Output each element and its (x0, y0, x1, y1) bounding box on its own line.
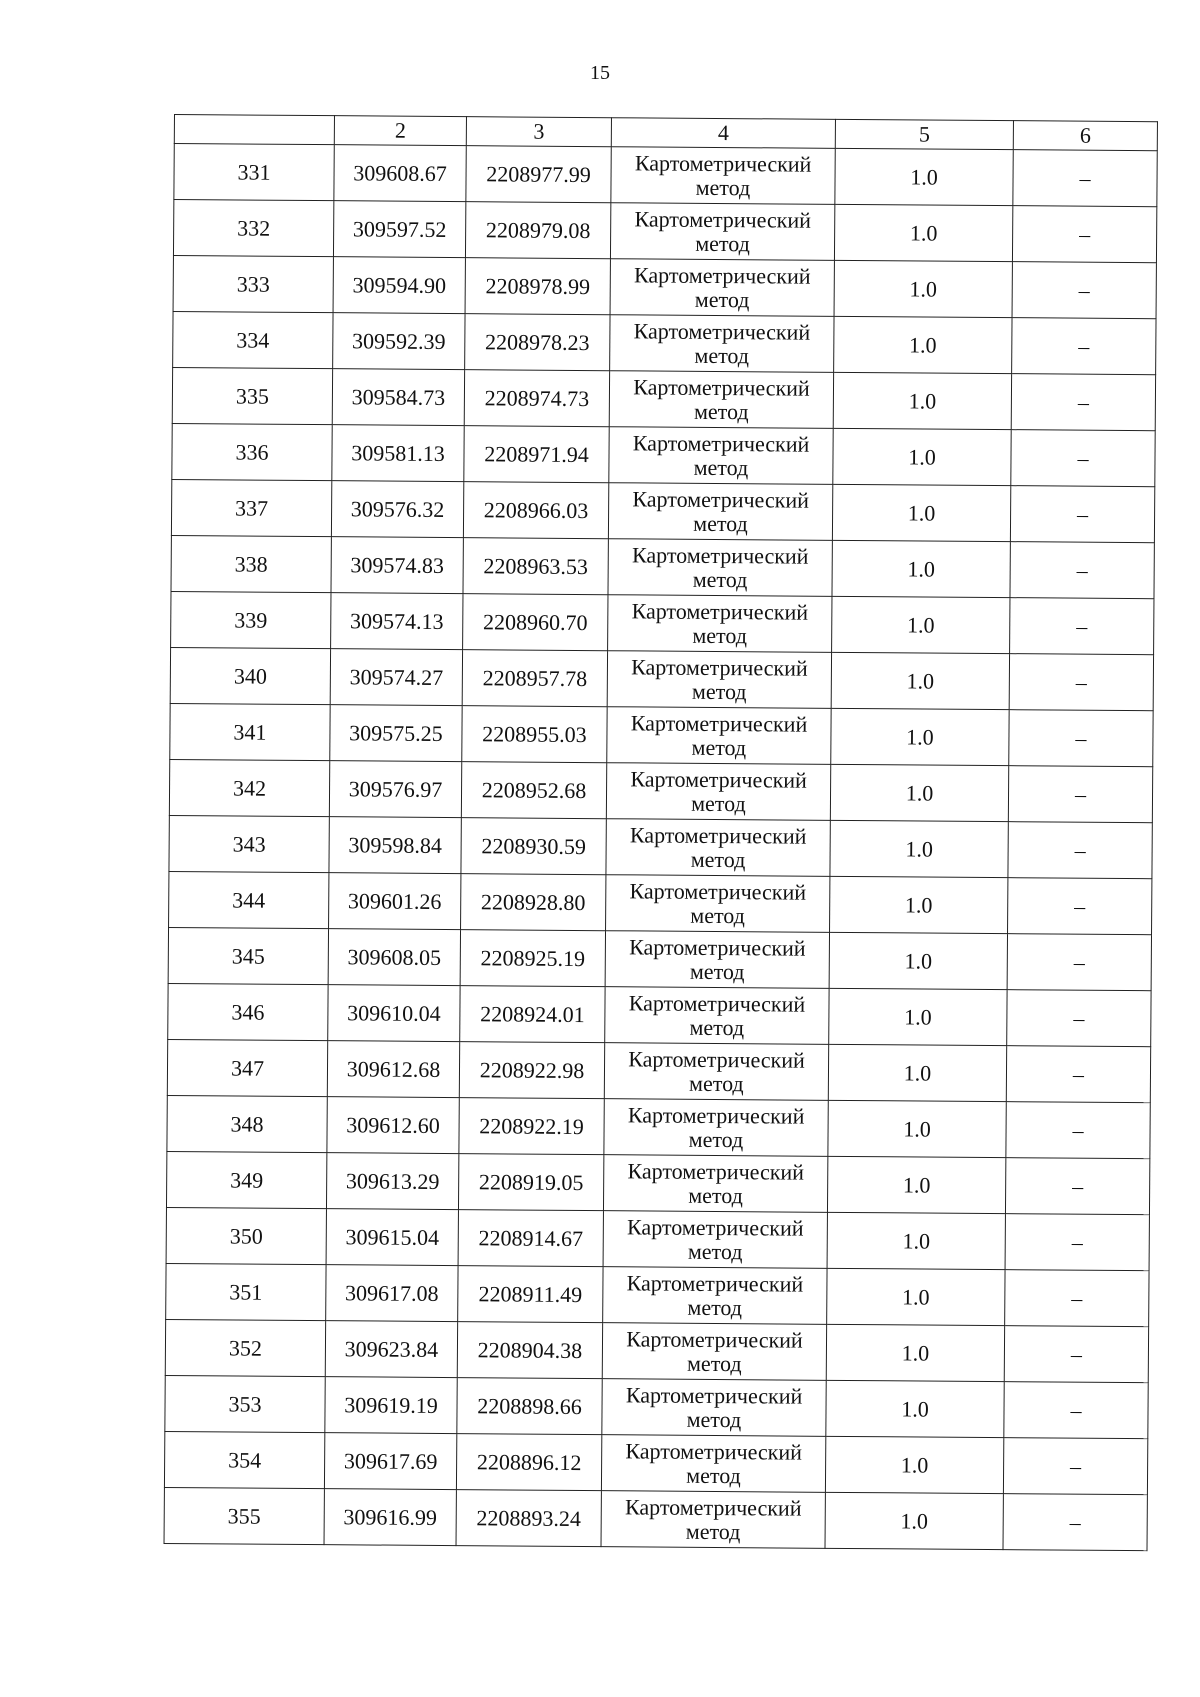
header-cell-3: 3 (466, 117, 611, 147)
point-number-cell: 346 (168, 983, 328, 1040)
method-line-1: Картометрический (627, 1157, 805, 1185)
method-line-2: метод (688, 1182, 743, 1208)
point-number-cell: 350 (166, 1207, 326, 1264)
method-line-2: метод (693, 398, 749, 424)
y-coordinate-cell: 2208925.19 (460, 930, 605, 987)
method-line-1: Картометрический (634, 149, 812, 177)
x-coordinate-cell: 309592.39 (333, 313, 465, 370)
method-cell (604, 1043, 828, 1101)
method-cell (610, 259, 834, 317)
method-line-2: метод (694, 342, 750, 368)
point-number-cell: 341 (170, 703, 330, 760)
note-cell: – (1003, 1494, 1147, 1551)
method-line-1: Картометрический (630, 709, 808, 737)
x-coordinate-cell: 309584.73 (332, 369, 464, 426)
y-coordinate-cell: 2208974.73 (464, 370, 609, 427)
y-coordinate-cell: 2208966.03 (463, 482, 608, 539)
method-line-2: метод (689, 958, 745, 984)
accuracy-cell: 1.0 (831, 652, 1009, 709)
accuracy-cell: 1.0 (829, 932, 1007, 989)
accuracy-cell: 1.0 (832, 596, 1010, 653)
note-cell: – (1005, 1270, 1149, 1327)
method-cell (605, 931, 829, 989)
note-cell: – (1007, 990, 1151, 1047)
point-number-cell: 332 (173, 200, 333, 257)
x-coordinate-cell: 309608.05 (328, 929, 460, 986)
method-line-2: метод (693, 510, 748, 536)
accuracy-cell: 1.0 (830, 820, 1008, 877)
x-coordinate-cell: 309581.13 (332, 425, 464, 482)
method-line-1: Картометрический (629, 933, 806, 961)
method-line-2: метод (687, 1238, 743, 1264)
note-cell: – (1011, 374, 1155, 431)
method-cell (606, 763, 830, 821)
method-cell (603, 1267, 827, 1325)
method-cell (610, 203, 834, 261)
accuracy-cell: 1.0 (828, 1100, 1006, 1157)
method-line-1: Картометрический (631, 541, 809, 569)
table-row (173, 311, 1156, 374)
method-line-1: Картометрический (633, 317, 811, 345)
accuracy-cell: 1.0 (827, 1268, 1005, 1325)
point-number-cell: 343 (169, 815, 329, 872)
table-row (166, 1151, 1149, 1214)
x-coordinate-cell: 309597.52 (333, 201, 465, 258)
point-number-cell: 339 (171, 591, 331, 648)
method-line-1: Картометрический (626, 1269, 804, 1297)
y-coordinate-cell: 2208928.80 (461, 874, 606, 931)
table-row (170, 703, 1153, 766)
y-coordinate-cell: 2208960.70 (463, 594, 608, 651)
point-number-cell: 351 (166, 1263, 326, 1320)
method-line-1: Картометрический (627, 1101, 805, 1129)
note-cell: – (1010, 486, 1154, 543)
method-line-1: Картометрический (624, 1493, 802, 1521)
accuracy-cell: 1.0 (826, 1380, 1004, 1437)
y-coordinate-cell: 2208914.67 (458, 1210, 603, 1267)
method-cell (603, 1211, 827, 1269)
point-number-cell: 348 (167, 1095, 327, 1152)
header-cell-1 (174, 115, 334, 145)
accuracy-cell: 1.0 (832, 484, 1010, 541)
method-cell (607, 651, 831, 709)
x-coordinate-cell: 309574.27 (330, 649, 462, 706)
method-cell (611, 147, 835, 205)
table-row (171, 591, 1154, 654)
note-cell: – (1012, 206, 1156, 263)
y-coordinate-cell: 2208963.53 (463, 538, 608, 595)
y-coordinate-cell: 2208955.03 (462, 706, 607, 763)
point-number-cell: 336 (172, 423, 332, 480)
note-cell: – (1012, 318, 1156, 375)
point-number-cell: 352 (165, 1319, 325, 1376)
note-cell: – (1006, 1046, 1150, 1103)
x-coordinate-cell: 309574.83 (331, 537, 463, 594)
method-line-2: метод (686, 1462, 741, 1488)
note-cell: – (1008, 822, 1152, 879)
method-line-2: метод (693, 454, 749, 480)
method-line-2: метод (692, 566, 748, 592)
header-cell-5: 5 (835, 119, 1013, 149)
y-coordinate-cell: 2208924.01 (460, 986, 605, 1043)
x-coordinate-cell: 309612.68 (327, 1041, 459, 1098)
method-line-1: Картометрический (628, 989, 806, 1017)
table-row (165, 1375, 1148, 1438)
method-line-1: Картометрический (631, 597, 809, 625)
method-line-1: Картометрический (631, 653, 808, 681)
table-row (171, 535, 1154, 598)
point-number-cell: 338 (171, 535, 331, 592)
method-cell (605, 987, 829, 1045)
method-line-2: метод (692, 622, 748, 648)
method-line-1: Картометрический (633, 373, 810, 401)
note-cell: – (1007, 934, 1151, 991)
method-cell (606, 819, 830, 877)
y-coordinate-cell: 2208893.24 (456, 1490, 601, 1547)
table-row (168, 927, 1151, 990)
method-line-1: Картометрический (626, 1325, 803, 1353)
point-number-cell: 337 (171, 479, 331, 536)
note-cell: – (1013, 150, 1157, 207)
method-line-1: Картометрический (629, 877, 807, 905)
note-cell: – (1009, 710, 1153, 767)
method-line-1: Картометрический (629, 821, 807, 849)
table-row (173, 200, 1156, 263)
method-line-2: метод (689, 1014, 745, 1040)
point-number-cell: 354 (164, 1431, 324, 1488)
note-cell: – (1012, 262, 1156, 319)
x-coordinate-cell: 309617.08 (326, 1265, 458, 1322)
point-number-cell: 331 (174, 144, 334, 201)
method-line-1: Картометрический (634, 205, 812, 233)
note-cell: – (1009, 654, 1153, 711)
table-row (164, 1487, 1147, 1550)
method-line-2: метод (688, 1126, 744, 1152)
method-line-1: Картометрический (628, 1045, 805, 1073)
accuracy-cell: 1.0 (834, 260, 1012, 317)
accuracy-cell: 1.0 (826, 1324, 1004, 1381)
method-line-1: Картометрический (627, 1213, 804, 1241)
y-coordinate-cell: 2208979.08 (465, 202, 610, 259)
method-cell (603, 1155, 827, 1213)
accuracy-cell: 1.0 (835, 148, 1013, 205)
table-row (166, 1207, 1149, 1270)
note-cell: – (1008, 878, 1152, 935)
method-cell (601, 1435, 825, 1493)
x-coordinate-cell: 309616.99 (324, 1489, 456, 1546)
x-coordinate-cell: 309601.26 (329, 873, 461, 930)
point-number-cell: 345 (168, 927, 328, 984)
accuracy-cell: 1.0 (830, 764, 1008, 821)
note-cell: – (1004, 1382, 1148, 1439)
table-row (169, 815, 1152, 878)
method-line-2: метод (694, 286, 750, 312)
table-row (168, 983, 1151, 1046)
table-body (164, 144, 1157, 1551)
method-line-2: метод (695, 230, 750, 256)
x-coordinate-cell: 309613.29 (326, 1153, 458, 1210)
method-line-2: метод (691, 678, 747, 704)
y-coordinate-cell: 2208896.12 (456, 1434, 601, 1491)
header-cell-6: 6 (1013, 121, 1157, 151)
method-line-2: метод (685, 1518, 741, 1544)
method-line-2: метод (686, 1406, 742, 1432)
point-number-cell: 344 (169, 871, 329, 928)
accuracy-cell: 1.0 (832, 540, 1010, 597)
table-row (169, 759, 1152, 822)
y-coordinate-cell: 2208971.94 (464, 426, 609, 483)
accuracy-cell: 1.0 (829, 988, 1007, 1045)
x-coordinate-cell: 309623.84 (325, 1321, 457, 1378)
accuracy-cell: 1.0 (830, 876, 1008, 933)
x-coordinate-cell: 309617.69 (324, 1433, 456, 1490)
accuracy-cell: 1.0 (833, 428, 1011, 485)
method-cell (602, 1323, 826, 1381)
note-cell: – (1010, 542, 1154, 599)
note-cell: – (1003, 1438, 1147, 1495)
method-cell (607, 707, 831, 765)
method-cell (602, 1379, 826, 1437)
x-coordinate-cell: 309598.84 (329, 817, 461, 874)
y-coordinate-cell: 2208978.23 (465, 314, 610, 371)
y-coordinate-cell: 2208898.66 (457, 1378, 602, 1435)
y-coordinate-cell: 2208911.49 (458, 1266, 603, 1323)
method-cell (604, 1099, 828, 1157)
point-number-cell: 347 (167, 1039, 327, 1096)
note-cell: – (1011, 430, 1155, 487)
note-cell: – (1006, 1102, 1150, 1159)
point-number-cell: 333 (173, 255, 333, 312)
point-number-cell: 355 (164, 1487, 324, 1544)
table-row (169, 871, 1152, 934)
accuracy-cell: 1.0 (825, 1436, 1003, 1493)
x-coordinate-cell: 309574.13 (331, 593, 463, 650)
coordinates-table (164, 114, 1158, 1551)
accuracy-cell: 1.0 (833, 372, 1011, 429)
x-coordinate-cell: 309608.67 (334, 145, 466, 202)
table-row (167, 1039, 1150, 1102)
point-number-cell: 342 (169, 759, 329, 816)
note-cell: – (1005, 1214, 1149, 1271)
table-row (165, 1319, 1148, 1382)
x-coordinate-cell: 309576.32 (331, 481, 463, 538)
page-number: 15 (590, 62, 610, 84)
header-cell-4: 4 (611, 118, 835, 149)
note-cell: – (1005, 1158, 1149, 1215)
method-line-2: метод (690, 902, 746, 928)
accuracy-cell: 1.0 (825, 1492, 1003, 1549)
method-line-1: Картометрический (632, 485, 810, 513)
y-coordinate-cell: 2208957.78 (462, 650, 607, 707)
note-cell: – (1004, 1326, 1148, 1383)
point-number-cell: 349 (166, 1151, 326, 1208)
x-coordinate-cell: 309576.97 (329, 761, 461, 818)
accuracy-cell: 1.0 (834, 204, 1012, 261)
y-coordinate-cell: 2208952.68 (461, 762, 606, 819)
y-coordinate-cell: 2208904.38 (457, 1322, 602, 1379)
point-number-cell: 335 (172, 367, 332, 424)
method-cell (609, 427, 833, 485)
point-number-cell: 353 (165, 1375, 325, 1432)
y-coordinate-cell: 2208930.59 (461, 818, 606, 875)
method-line-1: Картометрический (632, 429, 810, 457)
table-row (166, 1263, 1149, 1326)
x-coordinate-cell: 309610.04 (328, 985, 460, 1042)
table-row (172, 367, 1155, 430)
header-cell-2: 2 (334, 116, 466, 146)
method-line-2: метод (690, 846, 746, 872)
method-line-2: метод (686, 1350, 742, 1376)
accuracy-cell: 1.0 (831, 708, 1009, 765)
table-row (172, 423, 1155, 486)
method-cell (601, 1491, 825, 1549)
method-cell (606, 875, 830, 933)
point-number-cell: 340 (170, 647, 330, 704)
x-coordinate-cell: 309575.25 (330, 705, 462, 762)
accuracy-cell: 1.0 (828, 1044, 1006, 1101)
y-coordinate-cell: 2208978.99 (465, 258, 610, 315)
x-coordinate-cell: 309619.19 (325, 1377, 457, 1434)
table-row (164, 1431, 1147, 1494)
method-line-2: метод (691, 790, 746, 816)
x-coordinate-cell: 309594.90 (333, 257, 465, 314)
accuracy-cell: 1.0 (827, 1212, 1005, 1269)
method-line-1: Картометрический (625, 1437, 803, 1465)
method-line-1: Картометрический (630, 765, 807, 793)
point-number-cell: 334 (173, 311, 333, 368)
method-line-1: Картометрический (633, 261, 811, 289)
method-cell (608, 539, 832, 597)
y-coordinate-cell: 2208977.99 (466, 146, 611, 203)
method-cell (609, 371, 833, 429)
method-cell (608, 595, 832, 653)
accuracy-cell: 1.0 (827, 1156, 1005, 1213)
x-coordinate-cell: 309612.60 (327, 1097, 459, 1154)
table-row (171, 479, 1154, 542)
x-coordinate-cell: 309615.04 (326, 1209, 458, 1266)
method-line-2: метод (689, 1070, 744, 1096)
note-cell: – (1008, 766, 1152, 823)
y-coordinate-cell: 2208919.05 (458, 1154, 603, 1211)
accuracy-cell: 1.0 (834, 316, 1012, 373)
method-line-2: метод (687, 1294, 743, 1320)
y-coordinate-cell: 2208922.98 (459, 1042, 604, 1099)
y-coordinate-cell: 2208922.19 (459, 1098, 604, 1155)
method-cell (608, 483, 832, 541)
table-row (173, 255, 1156, 318)
method-line-1: Картометрический (625, 1381, 803, 1409)
table-row (170, 647, 1153, 710)
table-row (174, 144, 1157, 207)
method-line-2: метод (691, 734, 747, 760)
table-row (167, 1095, 1150, 1158)
method-line-2: метод (695, 174, 751, 200)
note-cell: – (1010, 598, 1154, 655)
method-cell (610, 315, 834, 373)
